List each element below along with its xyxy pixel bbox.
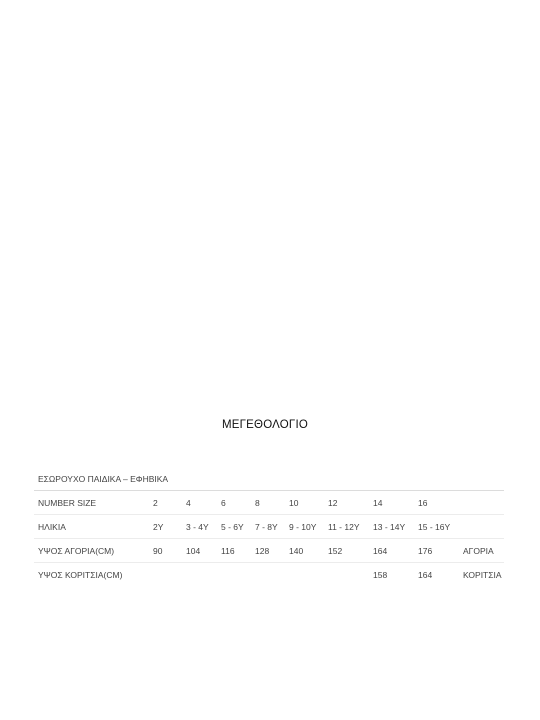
table-cell: [149, 563, 182, 587]
table-cell: 164: [369, 539, 414, 563]
table-cell: [459, 515, 504, 539]
table-cell: 90: [149, 539, 182, 563]
table-cell: 9 - 10Y: [285, 515, 324, 539]
table-cell: [182, 563, 217, 587]
table-cell: 12: [324, 491, 369, 515]
row-label: NUMBER SIZE: [34, 491, 149, 515]
table-row: [34, 515, 504, 539]
table-cell: 152: [324, 539, 369, 563]
table-cell: 116: [217, 539, 251, 563]
row-label: ΥΨΟΣ ΚΟΡΙΤΣΙΑ(CM): [38, 569, 123, 580]
table-row: [34, 491, 504, 515]
table-cell: 140: [285, 539, 324, 563]
table-cell: 5 - 6Y: [217, 515, 251, 539]
table-cell: [324, 563, 369, 587]
table-cell: [285, 563, 324, 587]
table-cell: ΚΟΡΙΤΣΙΑ: [463, 569, 502, 580]
table-cell: 14: [369, 491, 414, 515]
table-cell: 164: [418, 569, 433, 580]
table-cell: [251, 563, 285, 587]
table-cell: 11 - 12Y: [324, 515, 369, 539]
table-cell: 13 - 14Y: [369, 515, 414, 539]
table-cell: 15 - 16Y: [414, 515, 459, 539]
table-cell: ΑΓΟΡΙΑ: [459, 539, 504, 563]
table-cell: 7 - 8Y: [251, 515, 285, 539]
table-cell: 2: [149, 491, 182, 515]
table-cell: 2Y: [149, 515, 182, 539]
table-cell: 176: [414, 539, 459, 563]
table-cell: 6: [217, 491, 251, 515]
table-cell: 8: [251, 491, 285, 515]
table-row: [34, 563, 504, 587]
table-caption: ΕΣΩΡΟΥΧΟ ΠΑΙΔΙΚΑ – ΕΦΗΒΙΚΑ: [34, 467, 504, 491]
row-label: ΗΛΙΚΙΑ: [34, 515, 149, 539]
table-cell: 4: [182, 491, 217, 515]
table-cell: 128: [251, 539, 285, 563]
size-chart-table: [34, 467, 504, 586]
table-cell: [217, 563, 251, 587]
page-title: ΜΕΓΕΘΟΛΟΓΙΟ: [222, 419, 308, 431]
table-cell: [459, 491, 504, 515]
table-cell: 158: [373, 569, 388, 580]
table-caption-row: [34, 467, 504, 491]
table-cell: 3 - 4Y: [182, 515, 217, 539]
row-label: ΥΨΟΣ ΑΓΟΡΙΑ(CM): [34, 539, 149, 563]
table-row: [34, 539, 504, 563]
table-cell: 10: [285, 491, 324, 515]
table-cell: 104: [182, 539, 217, 563]
table-cell: 16: [414, 491, 459, 515]
